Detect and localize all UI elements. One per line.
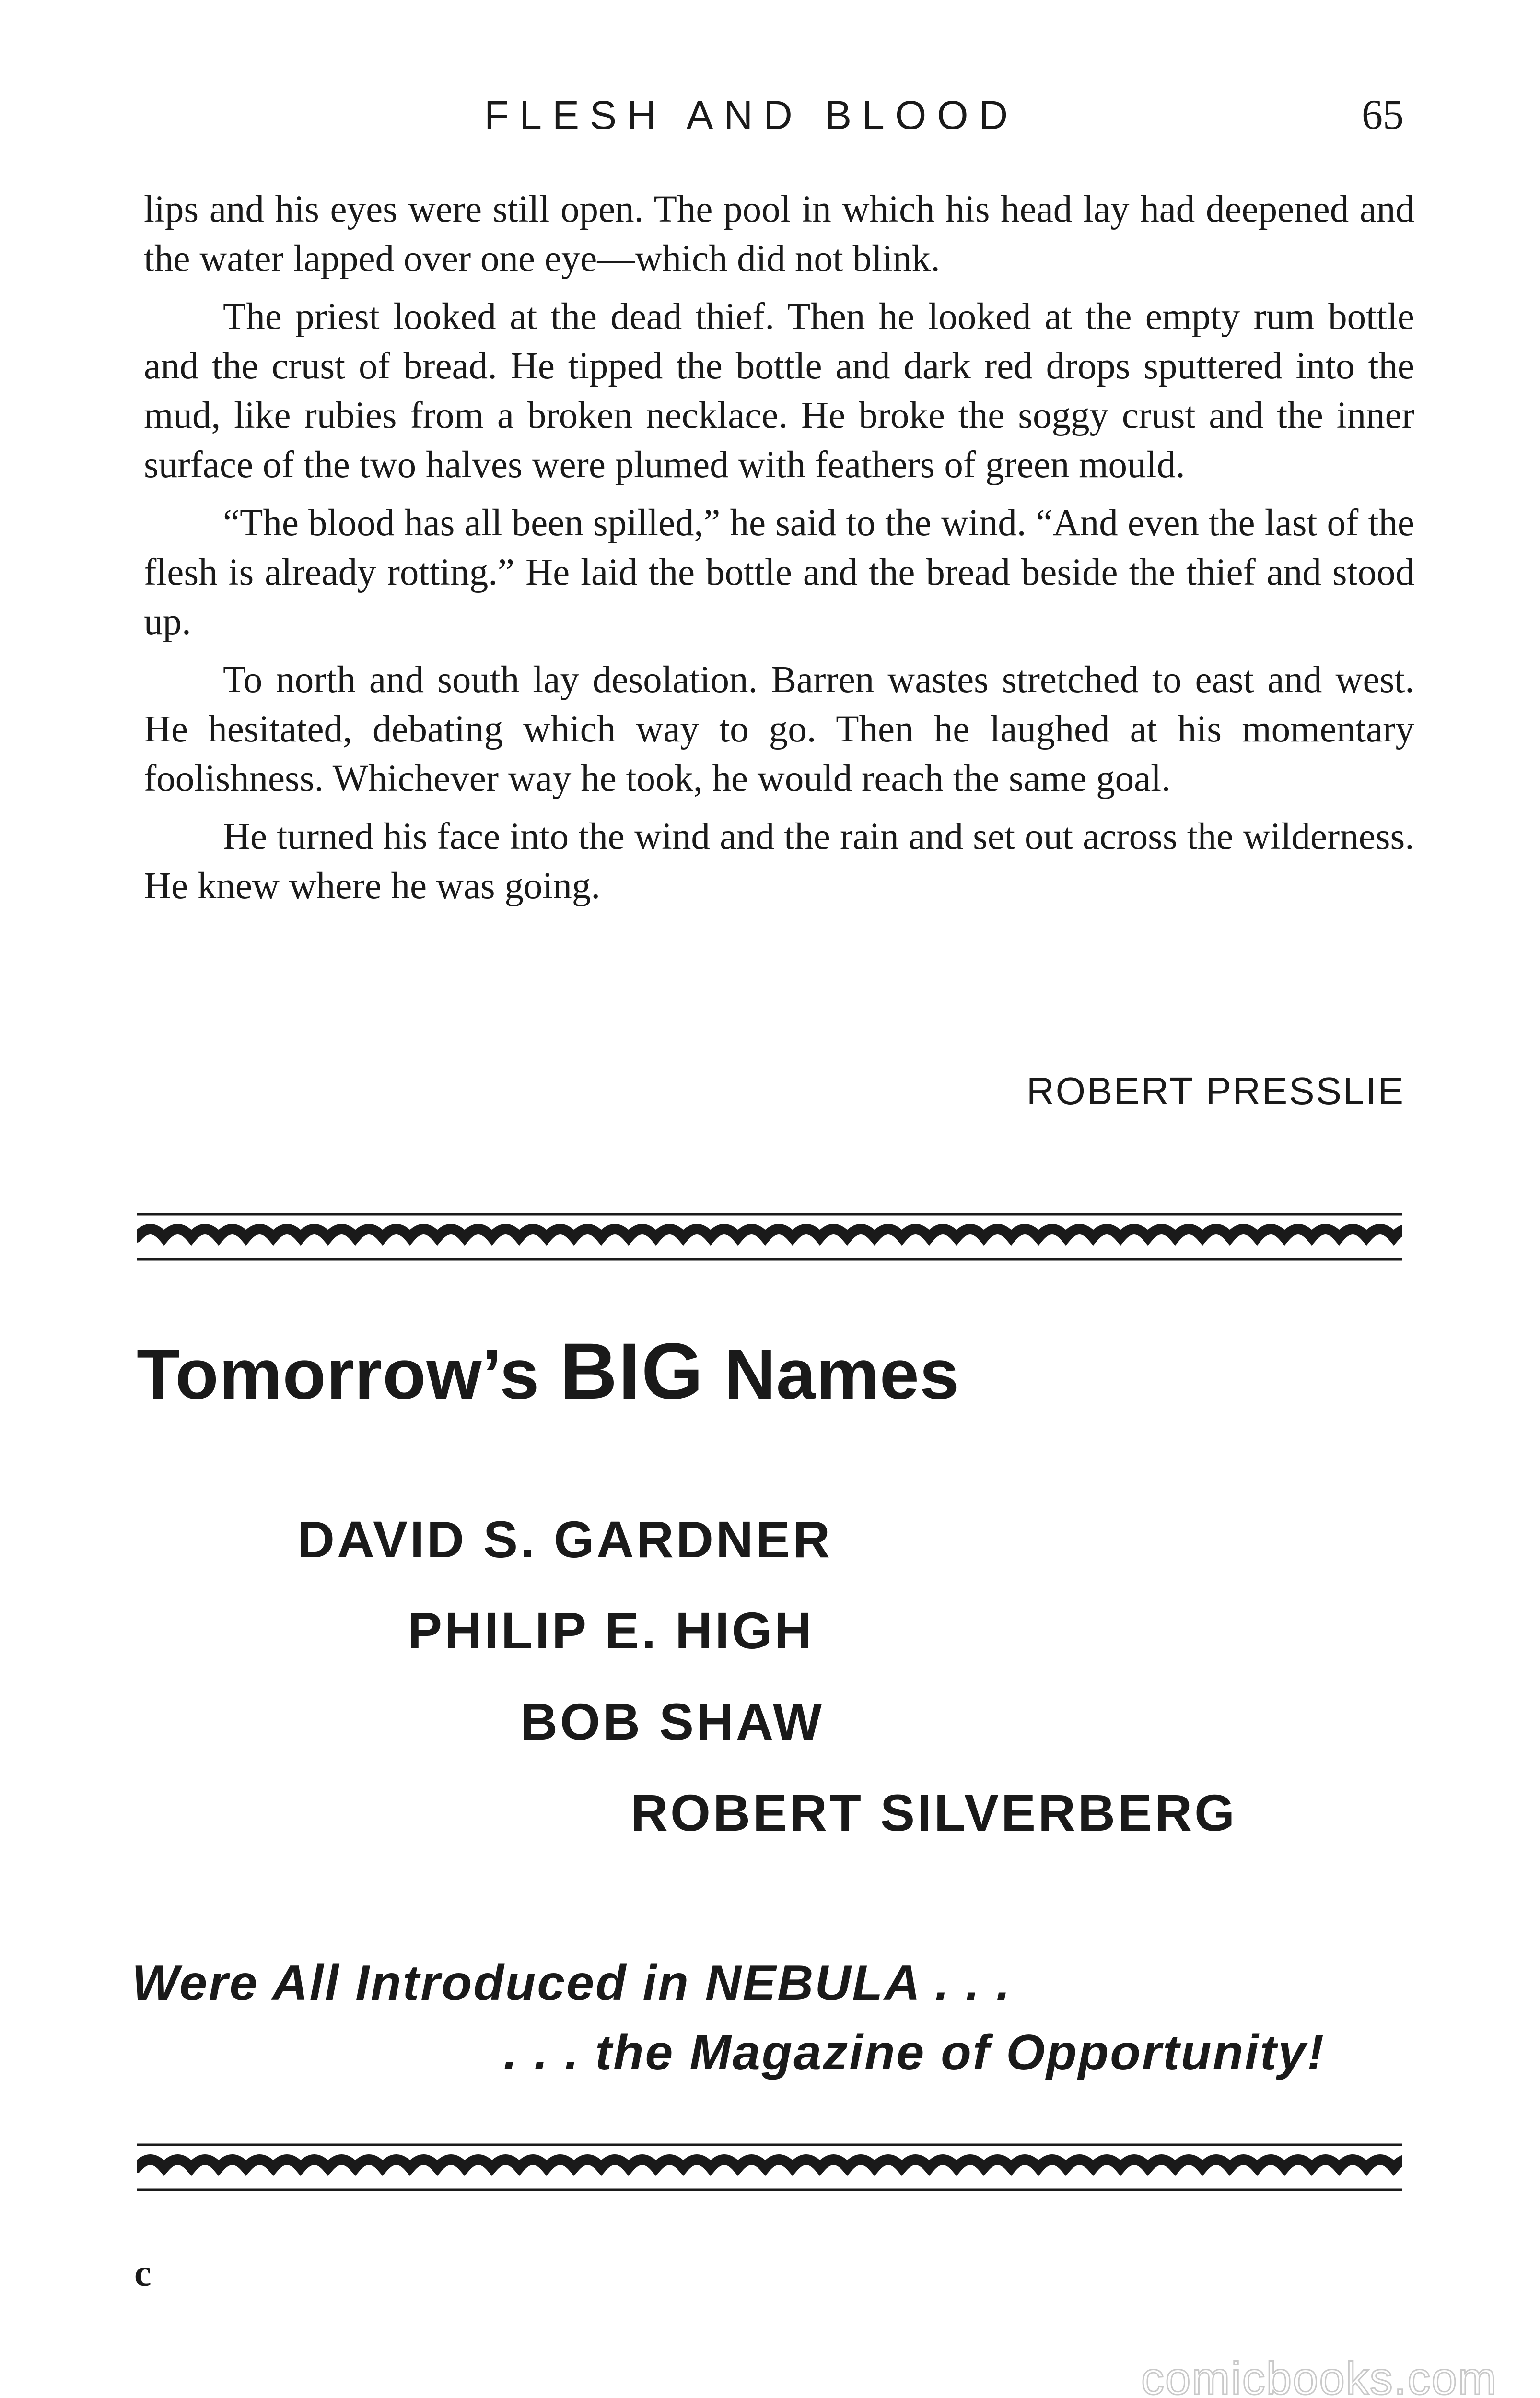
rule-wave <box>137 1229 1402 1237</box>
featured-author-name: ROBERT SILVERBERG <box>630 1784 1237 1842</box>
decorative-wave-rule <box>137 1209 1402 1266</box>
story-paragraph: “The blood has all been spilled,” he said to the wind. “And even the last of the flesh is already rotting.” He laid the bottle and the bread beside the thief and stood up. <box>144 502 1414 643</box>
rule-wave <box>137 2160 1402 2168</box>
story-paragraph: lips and his eyes were still open. The pool in which his head lay had deepened and the water lapped over one eye—which did not blink. <box>144 188 1414 280</box>
running-title: FLESH AND BLOOD <box>484 93 1019 138</box>
signature-mark: c <box>134 2252 152 2294</box>
story-paragraph: To north and south lay desolation. Barren wastes stretched to east and west. He hesitated, debating which way to go. Then he laughed at his momentary foolishness. Whichever way he took, he would reach the same goal. <box>144 659 1414 799</box>
featured-author-name: DAVID S. GARDNER <box>297 1510 833 1568</box>
ad-headline-suffix: Names <box>724 1335 960 1414</box>
ad-headline <box>137 1328 959 1418</box>
running-head <box>0 89 1540 141</box>
wave-rule-graphic <box>137 2139 1402 2197</box>
ad-tagline-line1: Were All Introduced in NEBULA . . . <box>132 1955 1012 2011</box>
featured-author-name: PHILIP E. HIGH <box>408 1601 815 1659</box>
author-byline: ROBERT PRESSLIE <box>1027 1070 1405 1112</box>
story-text <box>144 185 1414 919</box>
page-number: 65 <box>1362 92 1404 138</box>
featured-author-name: BOB SHAW <box>520 1693 824 1751</box>
watermark: comicbooks.com <box>1141 2353 1497 2398</box>
ad-headline-emphasis: BIG <box>560 1327 704 1416</box>
ad-tagline-line2: . . . the Magazine of Opportunity! <box>503 2025 1325 2081</box>
story-paragraph: He turned his face into the wind and the rain and set out across the wilderness. He knew where he was going. <box>144 816 1414 907</box>
decorative-wave-rule <box>137 2139 1402 2197</box>
wave-rule-graphic <box>137 1209 1402 1266</box>
story-paragraph: The priest looked at the dead thief. Then he looked at the empty rum bottle and the crust of bread. He tipped the bottle and dark red drops sputtered into the mud, like rubies from a broken necklace. He broke the soggy crust and the inner surface of the two halves were plumed with feathers of green mould. <box>144 296 1414 486</box>
ad-headline-prefix: Tomorrow’s <box>137 1335 540 1414</box>
